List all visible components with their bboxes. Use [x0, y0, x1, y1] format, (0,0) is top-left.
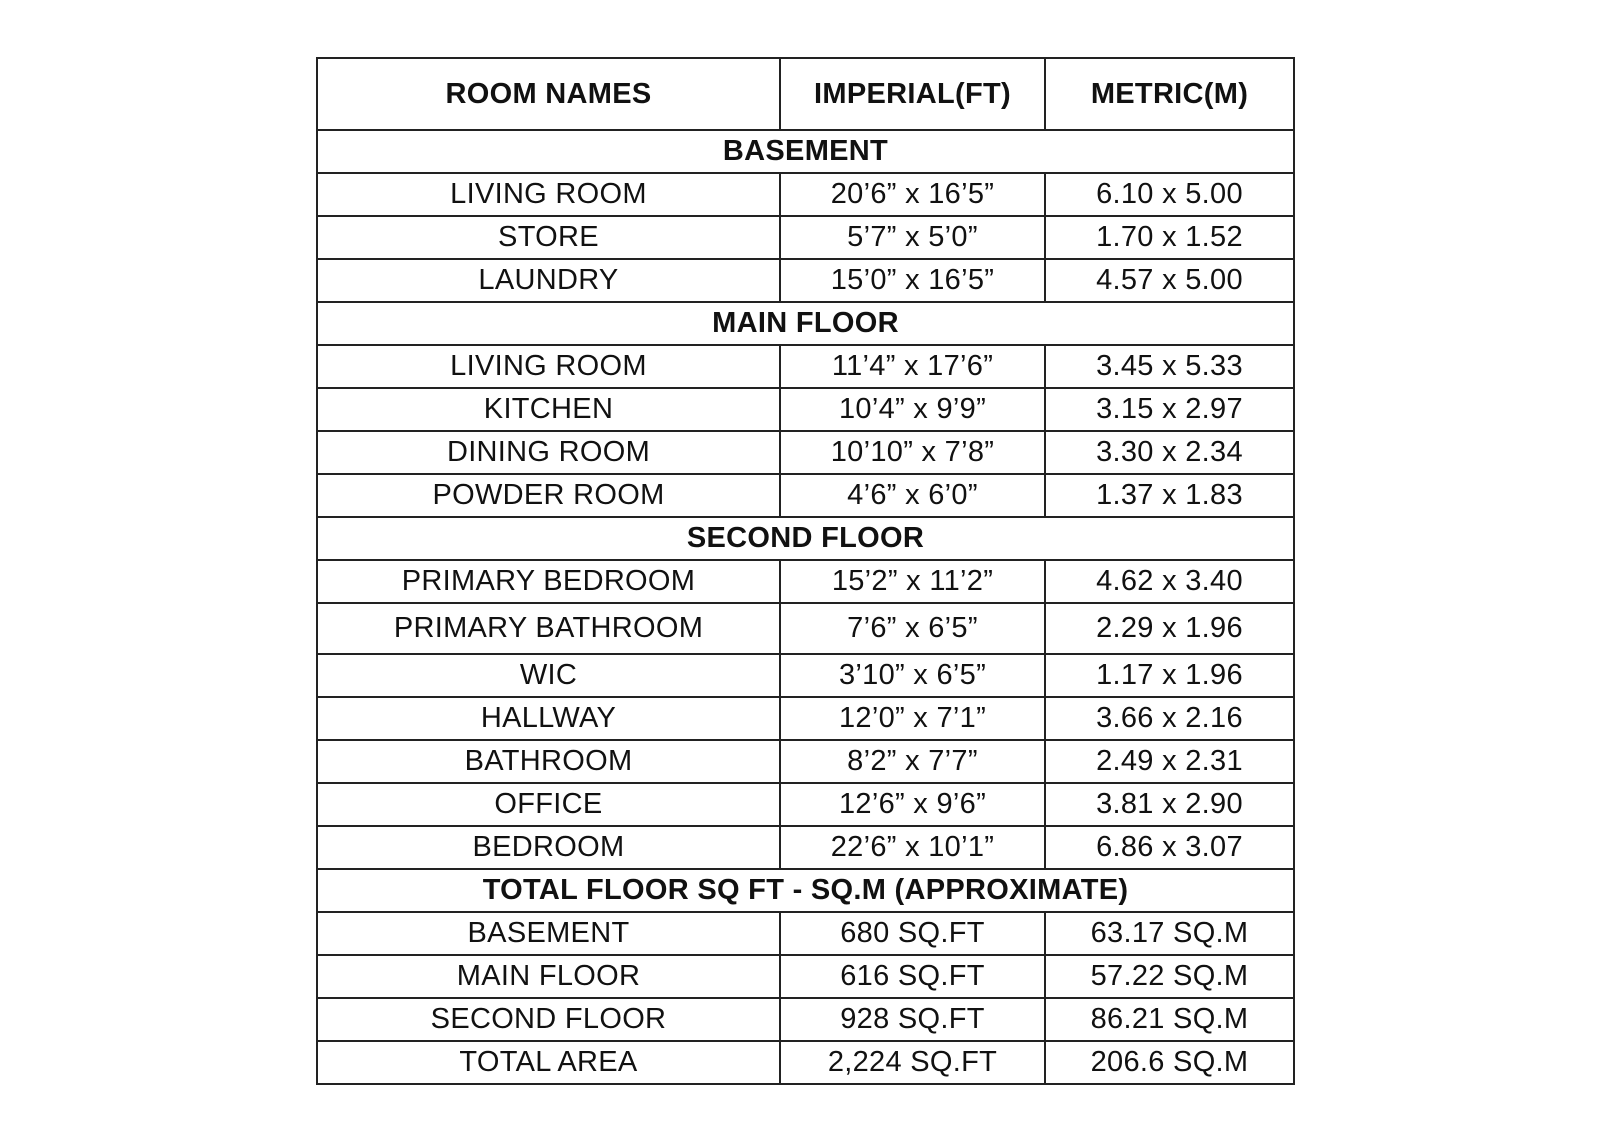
imperial-cell: 15’0” x 16’5” — [780, 259, 1045, 302]
table-row — [317, 603, 1294, 654]
room-name-cell: DINING ROOM — [317, 431, 780, 474]
imperial-cell: 4’6” x 6’0” — [780, 474, 1045, 517]
metric-cell: 86.21 SQ.M — [1045, 998, 1294, 1041]
room-name-cell: OFFICE — [317, 783, 780, 826]
imperial-cell: 2,224 SQ.FT — [780, 1041, 1045, 1084]
metric-cell: 1.70 x 1.52 — [1045, 216, 1294, 259]
room-name-cell: PRIMARY BATHROOM — [317, 603, 780, 654]
table-row — [317, 345, 1294, 388]
table-row — [317, 912, 1294, 955]
section-title: MAIN FLOOR — [317, 302, 1294, 345]
room-name-cell: MAIN FLOOR — [317, 955, 780, 998]
room-name-cell: BATHROOM — [317, 740, 780, 783]
metric-cell: 3.45 x 5.33 — [1045, 345, 1294, 388]
metric-cell: 3.15 x 2.97 — [1045, 388, 1294, 431]
table-row — [317, 1041, 1294, 1084]
metric-cell: 57.22 SQ.M — [1045, 955, 1294, 998]
table-row — [317, 955, 1294, 998]
section-row-second-floor — [317, 517, 1294, 560]
imperial-cell: 10’4” x 9’9” — [780, 388, 1045, 431]
metric-cell: 2.49 x 2.31 — [1045, 740, 1294, 783]
room-name-cell: BASEMENT — [317, 912, 780, 955]
metric-cell: 206.6 SQ.M — [1045, 1041, 1294, 1084]
imperial-cell: 616 SQ.FT — [780, 955, 1045, 998]
table-row — [317, 560, 1294, 603]
imperial-cell: 8’2” x 7’7” — [780, 740, 1045, 783]
table-row — [317, 697, 1294, 740]
table-row — [317, 431, 1294, 474]
imperial-cell: 3’10” x 6’5” — [780, 654, 1045, 697]
metric-cell: 1.17 x 1.96 — [1045, 654, 1294, 697]
room-name-cell: BEDROOM — [317, 826, 780, 869]
table-row — [317, 826, 1294, 869]
imperial-cell: 12’6” x 9’6” — [780, 783, 1045, 826]
imperial-cell: 5’7” x 5’0” — [780, 216, 1045, 259]
imperial-cell: 10’10” x 7’8” — [780, 431, 1045, 474]
header-metric: METRIC(M) — [1045, 58, 1294, 130]
metric-cell: 4.62 x 3.40 — [1045, 560, 1294, 603]
metric-cell: 6.86 x 3.07 — [1045, 826, 1294, 869]
metric-cell: 4.57 x 5.00 — [1045, 259, 1294, 302]
table-row — [317, 388, 1294, 431]
room-name-cell: HALLWAY — [317, 697, 780, 740]
room-name-cell: KITCHEN — [317, 388, 780, 431]
metric-cell: 3.81 x 2.90 — [1045, 783, 1294, 826]
table-row — [317, 474, 1294, 517]
metric-cell: 6.10 x 5.00 — [1045, 173, 1294, 216]
imperial-cell: 20’6” x 16’5” — [780, 173, 1045, 216]
room-name-cell: STORE — [317, 216, 780, 259]
section-title: TOTAL FLOOR SQ FT - SQ.M (APPROXIMATE) — [317, 869, 1294, 912]
header-row — [317, 58, 1294, 130]
section-row-totals — [317, 869, 1294, 912]
header-room-names: ROOM NAMES — [317, 58, 780, 130]
section-row-basement — [317, 130, 1294, 173]
table-row — [317, 998, 1294, 1041]
room-name-cell: TOTAL AREA — [317, 1041, 780, 1084]
imperial-cell: 680 SQ.FT — [780, 912, 1045, 955]
room-name-cell: WIC — [317, 654, 780, 697]
imperial-cell: 22’6” x 10’1” — [780, 826, 1045, 869]
table-row — [317, 259, 1294, 302]
header-imperial: IMPERIAL(FT) — [780, 58, 1045, 130]
metric-cell: 3.66 x 2.16 — [1045, 697, 1294, 740]
imperial-cell: 12’0” x 7’1” — [780, 697, 1045, 740]
room-name-cell: PRIMARY BEDROOM — [317, 560, 780, 603]
table-row — [317, 654, 1294, 697]
imperial-cell: 7’6” x 6’5” — [780, 603, 1045, 654]
room-name-cell: LIVING ROOM — [317, 345, 780, 388]
table-row — [317, 173, 1294, 216]
imperial-cell: 928 SQ.FT — [780, 998, 1045, 1041]
imperial-cell: 11’4” x 17’6” — [780, 345, 1045, 388]
section-title: BASEMENT — [317, 130, 1294, 173]
metric-cell: 2.29 x 1.96 — [1045, 603, 1294, 654]
room-dimensions-table — [316, 57, 1295, 1085]
table-row — [317, 783, 1294, 826]
section-row-main-floor — [317, 302, 1294, 345]
section-title: SECOND FLOOR — [317, 517, 1294, 560]
room-name-cell: POWDER ROOM — [317, 474, 780, 517]
metric-cell: 63.17 SQ.M — [1045, 912, 1294, 955]
metric-cell: 3.30 x 2.34 — [1045, 431, 1294, 474]
imperial-cell: 15’2” x 11’2” — [780, 560, 1045, 603]
room-name-cell: LAUNDRY — [317, 259, 780, 302]
table-row — [317, 740, 1294, 783]
metric-cell: 1.37 x 1.83 — [1045, 474, 1294, 517]
room-name-cell: LIVING ROOM — [317, 173, 780, 216]
room-name-cell: SECOND FLOOR — [317, 998, 780, 1041]
table-row — [317, 216, 1294, 259]
